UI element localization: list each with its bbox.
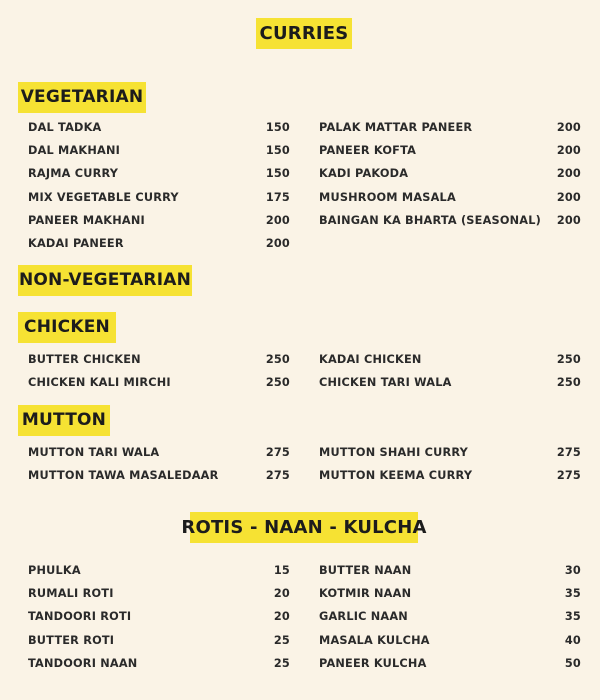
menu-item-name: GARLIC NAAN — [319, 610, 408, 624]
menu-item — [319, 209, 581, 232]
menu-item-price: 150 — [265, 144, 290, 158]
menu-item-price: 40 — [564, 633, 581, 647]
menu-item-price: 20 — [273, 610, 290, 624]
menu-item — [319, 605, 581, 628]
menu-item — [319, 582, 581, 605]
menu-item-name: KADI PAKODA — [319, 167, 409, 181]
menu-item — [28, 441, 290, 464]
menu-item-price: 150 — [265, 167, 290, 181]
menu-item-name: PANEER KOFTA — [319, 144, 417, 158]
menu-item-price: 175 — [265, 190, 290, 204]
menu-item-name: MUTTON KEEMA CURRY — [319, 469, 473, 483]
menu-item-price: 200 — [265, 237, 290, 251]
menu-item — [319, 371, 581, 394]
menu-item-name: RAJMA CURRY — [28, 167, 119, 181]
menu-item-name: BUTTER CHICKEN — [28, 353, 141, 367]
menu-item-price: 200 — [265, 213, 290, 227]
menu-item-price: 275 — [265, 446, 290, 460]
menu-item-name: CHICKEN KALI MIRCHI — [28, 376, 171, 390]
menu-item-price: 200 — [556, 167, 581, 181]
menu-item-name: PANEER MAKHANI — [28, 213, 145, 227]
breads-list-right — [319, 559, 581, 675]
mutton-list-left — [28, 441, 290, 487]
menu-item-name: RUMALI ROTI — [28, 587, 114, 601]
mutton-heading: MUTTON — [18, 405, 110, 436]
menu-item — [319, 652, 581, 675]
menu-item-name: TANDOORI NAAN — [28, 656, 138, 670]
menu-item-price: 200 — [556, 190, 581, 204]
menu-item — [319, 348, 581, 371]
menu-item — [319, 629, 581, 652]
menu-item — [28, 559, 290, 582]
curries-heading: CURRIES — [256, 18, 352, 49]
chicken-heading: CHICKEN — [18, 312, 116, 343]
menu-item — [28, 162, 290, 185]
menu-item — [28, 582, 290, 605]
vegetarian-list-left — [28, 116, 290, 255]
menu-item-name: BUTTER ROTI — [28, 633, 115, 647]
menu-item-price: 30 — [564, 564, 581, 578]
menu-item-name: KADAI CHICKEN — [319, 353, 422, 367]
menu-item-price: 200 — [556, 213, 581, 227]
menu-item — [319, 559, 581, 582]
menu-item-name: MUTTON TARI WALA — [28, 446, 160, 460]
menu-item-name: PHULKA — [28, 564, 81, 578]
menu-item — [28, 209, 290, 232]
menu-item-price: 250 — [556, 353, 581, 367]
menu-item — [28, 186, 290, 209]
menu-item-price: 275 — [556, 446, 581, 460]
menu-item-price: 275 — [265, 469, 290, 483]
non-vegetarian-heading: NON-VEGETARIAN — [18, 265, 192, 296]
vegetarian-list-right — [319, 116, 581, 232]
menu-item — [28, 652, 290, 675]
menu-item-name: DAL MAKHANI — [28, 144, 121, 158]
breads-heading: ROTIS - NAAN - KULCHA — [190, 512, 418, 543]
chicken-list-left — [28, 348, 290, 394]
menu-item — [28, 371, 290, 394]
chicken-list-right — [319, 348, 581, 394]
menu-item-price: 35 — [564, 587, 581, 601]
menu-item-price: 250 — [265, 353, 290, 367]
menu-item — [28, 139, 290, 162]
menu-item-price: 25 — [273, 656, 290, 670]
vegetarian-heading: VEGETARIAN — [18, 82, 146, 113]
menu-item-name: MUTTON TAWA MASALEDAAR — [28, 469, 219, 483]
menu-item — [28, 116, 290, 139]
menu-item-name: KOTMIR NAAN — [319, 587, 412, 601]
menu-item-price: 15 — [273, 564, 290, 578]
menu-item-price: 250 — [556, 376, 581, 390]
menu-item-name: MIX VEGETABLE CURRY — [28, 190, 179, 204]
menu-item — [28, 232, 290, 255]
menu-item-price: 150 — [265, 121, 290, 135]
menu-item-price: 250 — [265, 376, 290, 390]
menu-item — [28, 348, 290, 371]
menu-item — [319, 186, 581, 209]
menu-item-name: KADAI PANEER — [28, 237, 124, 251]
menu-item-name: CHICKEN TARI WALA — [319, 376, 452, 390]
mutton-list-right — [319, 441, 581, 487]
menu-item-price: 200 — [556, 121, 581, 135]
menu-item — [28, 629, 290, 652]
menu-item — [28, 605, 290, 628]
menu-item-name: PALAK MATTAR PANEER — [319, 121, 473, 135]
menu-item — [319, 441, 581, 464]
menu-item-name: TANDOORI ROTI — [28, 610, 132, 624]
menu-item-name: MUTTON SHAHI CURRY — [319, 446, 469, 460]
menu-item-price: 50 — [564, 656, 581, 670]
menu-item-price: 200 — [556, 144, 581, 158]
menu-item-name: BAINGAN KA BHARTA (SEASONAL) — [319, 213, 542, 227]
menu-item-name: DAL TADKA — [28, 121, 102, 135]
menu-item — [28, 464, 290, 487]
menu-item-name: PANEER KULCHA — [319, 656, 427, 670]
menu-item-price: 20 — [273, 587, 290, 601]
menu-item — [319, 116, 581, 139]
menu-item — [319, 162, 581, 185]
menu-item — [319, 139, 581, 162]
menu-item-price: 275 — [556, 469, 581, 483]
menu-item-price: 25 — [273, 633, 290, 647]
menu-item-name: BUTTER NAAN — [319, 564, 412, 578]
menu-item-name: MASALA KULCHA — [319, 633, 430, 647]
menu-item-price: 35 — [564, 610, 581, 624]
breads-list-left — [28, 559, 290, 675]
menu-item-name: MUSHROOM MASALA — [319, 190, 456, 204]
menu-item — [319, 464, 581, 487]
